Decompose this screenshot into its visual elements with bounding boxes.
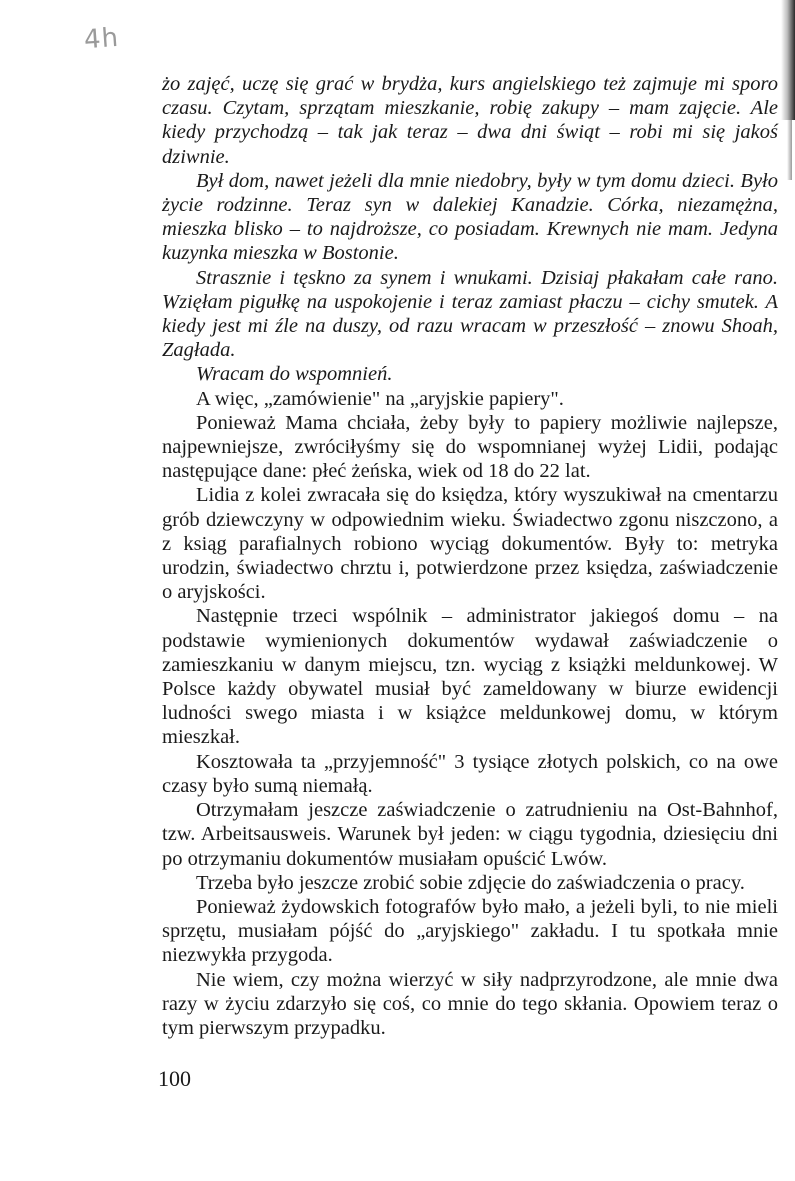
paragraph: żo zajęć, uczę się grać w brydża, kurs angielskiego też zajmuje mi sporo czasu. Czytam, sprzątam mieszkanie, robię zakupy – mam zajęcie. Ale kiedy przychodzą – tak jak teraz – dwa dni świąt – robi mi się jakoś dziwnie. (162, 73, 778, 168)
paragraph: Ponieważ żydowskich fotografów było mało, a jeżeli byli, to nie mieli sprzętu, musiałam pójść do „aryjskiego" zakładu. I tu spotkała mnie niezwykła przygoda. (162, 895, 778, 967)
paragraph: Ponieważ Mama chciała, żeby były to papiery możliwie najlepsze, najpewniejsze, zwróciłyśmy się do wspomnianej wyżej Lidii, podając następujące dane: płeć żeńska, wiek od 18 do 22 lat. (162, 411, 778, 483)
paragraph: Wracam do wspomnień. (196, 363, 393, 386)
paragraph: Kosztowała ta „przyjemność" 3 tysiące złotych polskich, co na owe czasy było sumą niemałą. (162, 750, 778, 797)
page-text (162, 72, 778, 1040)
paragraph: A więc, „zamówienie" na „aryjskie papiery". (196, 387, 564, 410)
paragraph: Strasznie i tęskno za synem i wnukami. Dzisiaj płakałam całe rano. Wzięłam pigułkę na uspokojenie i teraz zamiast płaczu – cichy smutek. A kiedy jest mi źle na duszy, od razu wracam w przeszłość – znowu Shoah, Zagłada. (162, 266, 778, 362)
paragraph: Trzeba było jeszcze zrobić sobie zdjęcie do zaświadczenia o pracy. (196, 871, 745, 894)
paragraph: Następnie trzeci wspólnik – administrator jakiegoś domu – na podstawie wymienionych dokumentów wydawał zaświadczenie o zamieszkaniu w danym miejscu, tzn. wyciąg z książki meldunkowej. W Polsce każdy obywatel musiał być zameldowany w biurze ewidencji ludności swego miasta i w książce meldunkowej domu, w którym mieszkał. (162, 605, 778, 749)
scan-edge-shadow-lower (787, 120, 792, 180)
scan-edge-shadow (781, 0, 795, 120)
handwritten-margin-note: 4h (82, 22, 121, 56)
paragraph: Lidia z kolei zwracała się do księdza, który wyszukiwał na cmentarzu grób dziewczyny w odpowiednim wieku. Świadectwo zgonu niszczono, a z ksiąg parafialnych robiono wyciąg dokumentów. Były to: metryka urodzin, świadectwo chrztu i, potwierdzone przez księdza, zaświadczenie o aryjskości. (162, 484, 778, 604)
paragraph: Był dom, nawet jeżeli dla mnie niedobry, były w tym domu dzieci. Było życie rodzinne. Teraz syn w dalekiej Kanadzie. Córka, niezamężna, mieszka blisko – to najdroższe, co posiadam. Krewnych nie mam. Jedyna kuzynka mieszka w Bostonie. (162, 169, 778, 265)
page-number: 100 (158, 1066, 191, 1091)
paragraph: Otrzymałam jeszcze zaświadczenie o zatrudnieniu na Ost-Bahnhof, tzw. Arbeitsausweis. Warunek był jeden: w ciągu tygodnia, dziesięciu dni po otrzymaniu dokumentów musiałam opuścić Lwów. (162, 799, 778, 870)
paragraph: Nie wiem, czy można wierzyć w siły nadprzyrodzone, ale mnie dwa razy w życiu zdarzyło się coś, co mnie do tego skłania. Opowiem teraz o tym pierwszym przypadku. (162, 968, 778, 1039)
